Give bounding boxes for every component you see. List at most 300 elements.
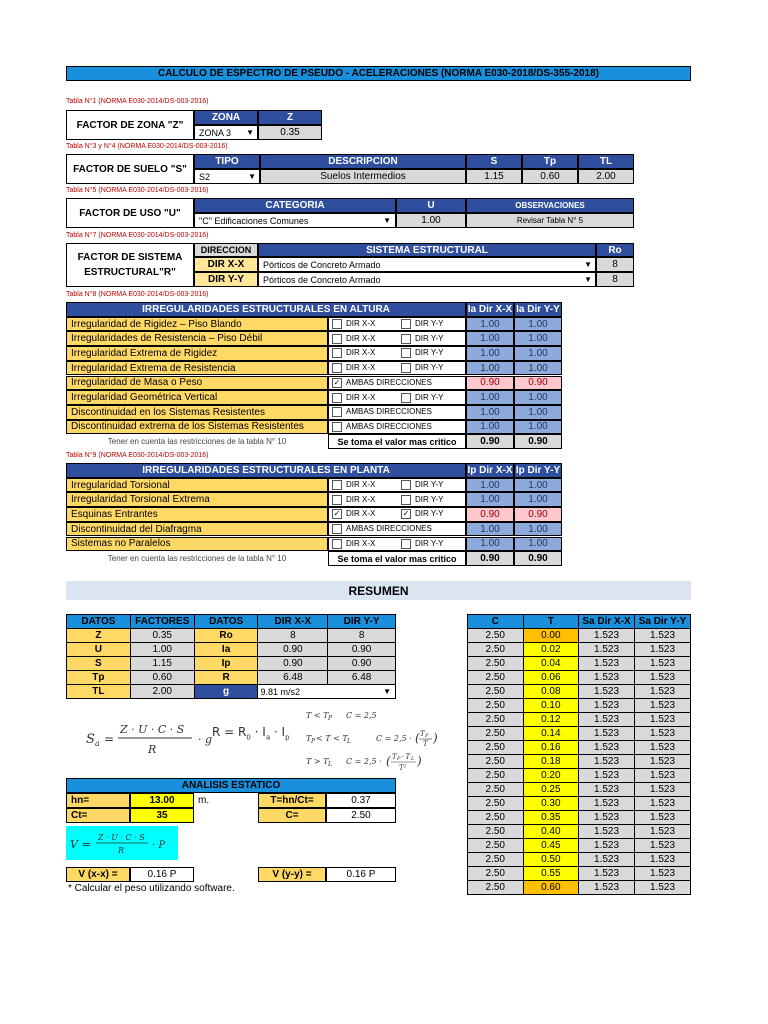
- svg-text:P: P: [397, 756, 401, 762]
- altura-header: IRREGULARIDADES ESTRUCTURALES EN ALTURA: [66, 302, 466, 317]
- checkbox-box[interactable]: [401, 319, 411, 329]
- ro-header: Ro: [596, 243, 634, 257]
- espectro-cell: 1.523: [579, 867, 635, 881]
- checkbox[interactable]: [332, 539, 375, 549]
- checkbox[interactable]: [332, 422, 432, 432]
- espectro-row: [468, 811, 691, 825]
- checkbox-box[interactable]: ✓: [402, 509, 410, 519]
- checkbox-box[interactable]: [401, 480, 411, 490]
- espectro-cell: 2.50: [468, 839, 524, 853]
- planta-row-checks[interactable]: [328, 537, 466, 552]
- espectro-cell: 2.50: [468, 699, 524, 713]
- v-formula: [66, 826, 178, 860]
- c-value: 2.50: [326, 808, 396, 823]
- planta-row-checks[interactable]: [328, 478, 466, 493]
- resumen-cell: Ia: [194, 643, 258, 657]
- checkbox[interactable]: [401, 393, 443, 403]
- checkbox[interactable]: [401, 334, 443, 344]
- planta-row-y: 1.00: [514, 492, 562, 507]
- checkbox[interactable]: [401, 495, 443, 505]
- espectro-row: [468, 671, 691, 685]
- planta-row-checks[interactable]: [328, 507, 466, 522]
- dir-y-label: DIR Y-Y: [194, 272, 258, 287]
- espectro-cell: 0.25: [523, 783, 579, 797]
- espectro-cell: 0.20: [523, 769, 579, 783]
- resumen-header-cell: FACTORES: [130, 615, 194, 629]
- checkbox[interactable]: [401, 363, 443, 373]
- planta-note: Tener en cuenta las restricciones de la tabla N° 10: [107, 554, 287, 564]
- tp-header: Tp: [522, 154, 578, 169]
- checkbox-label: DIR X-X: [346, 333, 376, 343]
- checkbox-box[interactable]: [332, 348, 342, 358]
- resumen-cell: Ip: [194, 657, 258, 671]
- resumen-cell: g: [194, 685, 258, 699]
- altura-row-name: Discontinuidad en los Sistemas Resistentes: [66, 405, 328, 420]
- planta-final-x: 0.90: [466, 551, 514, 566]
- espectro-cell: 0.35: [523, 811, 579, 825]
- zona-label: FACTOR DE ZONA "Z": [66, 110, 194, 140]
- checkbox-label: DIR Y-Y: [415, 348, 444, 358]
- espectro-row: [468, 727, 691, 741]
- svg-text:a: a: [95, 739, 100, 748]
- svg-text:· g: · g: [198, 733, 213, 746]
- espectro-cell: 1.523: [579, 657, 635, 671]
- espectro-cell: 1.523: [579, 671, 635, 685]
- altura-row-x: 1.00: [466, 346, 514, 361]
- page-title: CALCULO DE ESPECTRO DE PSEUDO - ACELERACIONES (NORMA E030-2018/DS-355-2018): [66, 66, 691, 81]
- altura-row-name: Irregularidad de Masa o Peso: [66, 376, 328, 391]
- svg-text:C = 2,5 ·: C = 2,5 ·: [346, 757, 382, 766]
- suelo-label: FACTOR DE SUELO "S": [66, 154, 194, 184]
- planta-row-name: Irregularidad Torsional: [66, 478, 328, 493]
- resumen-title: RESUMEN: [66, 581, 691, 600]
- espectro-cell: 0.16: [523, 741, 579, 755]
- espectro-cell: 1.523: [579, 797, 635, 811]
- svg-text:L: L: [347, 738, 351, 745]
- vx-label: V (x-x) =: [66, 867, 130, 882]
- espectro-header-cell: Sa Dir X-X: [579, 615, 635, 629]
- planta-row-y: 1.00: [514, 478, 562, 493]
- svg-text:(: (: [386, 754, 391, 768]
- checkbox-label: DIR X-X: [346, 363, 376, 373]
- svg-text:T: T: [306, 734, 312, 743]
- sistema-x-select[interactable]: Pórticos de Concreto Armado ▼: [258, 257, 596, 272]
- espectro-cell: 0.00: [523, 629, 579, 643]
- checkbox[interactable]: [332, 524, 432, 534]
- svg-text:R: R: [148, 743, 157, 756]
- checkbox-box[interactable]: [332, 319, 342, 329]
- sistema-label: FACTOR DE SISTEMA ESTRUCTURAL"R": [66, 243, 194, 287]
- dropdown-arrow-icon: ▼: [248, 172, 256, 181]
- checkbox-box[interactable]: [401, 539, 411, 549]
- checkbox-box[interactable]: [332, 495, 342, 505]
- tl-value: 2.00: [578, 169, 634, 184]
- espectro-row: [468, 797, 691, 811]
- espectro-cell: 2.50: [468, 671, 524, 685]
- espectro-cell: 2.50: [468, 643, 524, 657]
- espectro-cell: 1.523: [579, 741, 635, 755]
- dropdown-arrow-icon: ▼: [383, 216, 391, 225]
- checkbox[interactable]: [332, 348, 375, 358]
- checkbox-box[interactable]: [332, 480, 342, 490]
- espectro-header-cell: T: [523, 615, 579, 629]
- svg-text:): ): [417, 754, 422, 768]
- checkbox[interactable]: [332, 334, 375, 344]
- svg-text:=: =: [104, 732, 115, 746]
- svg-text:L: L: [411, 756, 415, 762]
- checkbox[interactable]: [401, 480, 443, 490]
- altura-row-checks[interactable]: [328, 346, 466, 361]
- checkbox-box[interactable]: [332, 422, 342, 432]
- vx-value: 0.16 P: [130, 867, 194, 882]
- espectro-cell: 1.523: [635, 811, 691, 825]
- checkbox-label: DIR Y-Y: [415, 319, 444, 329]
- altura-row-y: 0.90: [514, 376, 562, 391]
- planta-row-checks[interactable]: [328, 492, 466, 507]
- svg-text:(: (: [415, 731, 420, 745]
- tl-header: TL: [578, 154, 634, 169]
- svg-text:T²: T²: [399, 764, 407, 771]
- v-formula-graphic: [66, 826, 178, 860]
- altura-row-checks[interactable]: [328, 405, 466, 420]
- espectro-cell: 1.523: [579, 839, 635, 853]
- espectro-cell: 2.50: [468, 867, 524, 881]
- espectro-row: [468, 769, 691, 783]
- svg-text:· T: · T: [401, 753, 411, 761]
- planta-row-name: Sistemas no Paralelos: [66, 537, 328, 552]
- altura-row-checks[interactable]: [328, 420, 466, 435]
- resumen-cell: 6.48: [328, 671, 396, 685]
- dropdown-arrow-icon: ▼: [584, 260, 592, 269]
- gravity-value: 9.81 m/s2: [260, 686, 301, 697]
- checkbox-box[interactable]: [332, 407, 342, 417]
- zona-header: ZONA: [194, 110, 258, 125]
- espectro-cell: 2.50: [468, 881, 524, 895]
- espectro-cell: 1.523: [635, 741, 691, 755]
- altura-row-y: 1.00: [514, 405, 562, 420]
- altura-row-name: Irregularidad Extrema de Resistencia: [66, 361, 328, 376]
- altura-row-name: Irregularidad Extrema de Rigidez: [66, 346, 328, 361]
- espectro-cell: 1.523: [579, 783, 635, 797]
- resumen-cell: 8: [258, 629, 328, 643]
- altura-row-checks[interactable]: [328, 331, 466, 346]
- t-label: T=hn/Ct=: [258, 793, 326, 808]
- espectro-cell: 1.523: [579, 811, 635, 825]
- checkbox-label: DIR X-X: [346, 392, 376, 402]
- altura-row-name: Irregularidad de Rigidez – Piso Blando: [66, 317, 328, 332]
- espectro-cell: 2.50: [468, 769, 524, 783]
- svg-text:V =: V =: [70, 838, 91, 851]
- checkbox-label: DIR X-X: [346, 319, 376, 329]
- svg-text:T > T: T > T: [306, 757, 329, 766]
- resumen-row: [67, 685, 396, 699]
- checkbox[interactable]: [332, 363, 375, 373]
- altura-row-y: 1.00: [514, 331, 562, 346]
- svg-text:P: P: [425, 733, 429, 739]
- z-value: 0.35: [258, 125, 322, 140]
- altura-row-name: Irregularidad Geométrica Vertical: [66, 390, 328, 405]
- dropdown-arrow-icon: ▼: [584, 275, 592, 284]
- espectro-row: [468, 699, 691, 713]
- espectro-cell: 1.523: [635, 769, 691, 783]
- espectro-cell: 2.50: [468, 783, 524, 797]
- planta-row-y: 0.90: [514, 507, 562, 522]
- planta-row-x: 1.00: [466, 537, 514, 552]
- espectro-cell: 1.523: [635, 783, 691, 797]
- planta-row-name: Esquinas Entrantes: [66, 507, 328, 522]
- altura-row-x: 0.90: [466, 376, 514, 391]
- espectro-cell: 0.45: [523, 839, 579, 853]
- checkbox-label: DIR Y-Y: [415, 538, 444, 548]
- altura-row-y: 1.00: [514, 346, 562, 361]
- espectro-cell: 1.523: [579, 643, 635, 657]
- altura-row-y: 1.00: [514, 361, 562, 376]
- planta-row-y: 1.00: [514, 537, 562, 552]
- svg-text:T: T: [420, 730, 425, 738]
- espectro-cell: 1.523: [635, 755, 691, 769]
- espectro-cell: 0.14: [523, 727, 579, 741]
- espectro-header-row: [468, 615, 691, 629]
- espectro-cell: 2.50: [468, 797, 524, 811]
- resumen-cell: 0.90: [328, 657, 396, 671]
- suelo-descripcion: Suelos Intermedios: [260, 169, 466, 184]
- espectro-cell: 1.523: [579, 853, 635, 867]
- resumen-cell: 0.35: [130, 629, 194, 643]
- checkbox[interactable]: [332, 378, 432, 388]
- t-value: 0.37: [326, 793, 396, 808]
- checkbox[interactable]: [332, 509, 375, 519]
- checkbox-label: AMBAS DIRECCIONES: [346, 422, 432, 432]
- checkbox-box[interactable]: [332, 393, 342, 403]
- planta-row-x: 0.90: [466, 507, 514, 522]
- checkbox-box[interactable]: [332, 539, 342, 549]
- planta-header: IRREGULARIDADES ESTRUCTURALES EN PLANTA: [66, 463, 466, 478]
- svg-text:Z · U · C · S: Z · U · C · S: [98, 833, 145, 842]
- checkbox-label: DIR X-X: [346, 348, 376, 358]
- espectro-cell: 0.08: [523, 685, 579, 699]
- planta-y-header: Ip Dir Y-Y: [515, 464, 561, 476]
- espectro-cell: 1.523: [635, 643, 691, 657]
- altura-row-name: Discontinuidad extrema de los Sistemas Resistentes: [66, 420, 328, 435]
- gravity-select[interactable]: [258, 685, 396, 699]
- planta-final-y: 0.90: [514, 551, 562, 566]
- checkbox-label: AMBAS DIRECCIONES: [346, 407, 432, 417]
- altura-row-checks[interactable]: [328, 390, 466, 405]
- planta-row-x: 1.00: [466, 478, 514, 493]
- espectro-cell: 1.523: [635, 727, 691, 741]
- resumen-cell: 0.90: [258, 657, 328, 671]
- altura-x-header: Ia Dir X-X: [467, 303, 513, 315]
- checkbox[interactable]: [332, 407, 432, 417]
- altura-row-checks[interactable]: [328, 317, 466, 332]
- dir-x-label: DIR X-X: [194, 257, 258, 272]
- espectro-cell: 1.523: [579, 769, 635, 783]
- resumen-cell: Z: [67, 629, 131, 643]
- svg-text:P: P: [311, 738, 316, 745]
- checkbox-label: DIR Y-Y: [415, 480, 444, 490]
- espectro-cell: 2.50: [468, 685, 524, 699]
- resumen-cell: U: [67, 643, 131, 657]
- espectro-cell: 2.50: [468, 657, 524, 671]
- svg-text:T: T: [392, 753, 397, 761]
- espectro-cell: 1.523: [635, 825, 691, 839]
- svg-text:< T < T: < T < T: [316, 734, 348, 743]
- espectro-cell: 0.40: [523, 825, 579, 839]
- espectro-row: [468, 881, 691, 895]
- sistema-y-select[interactable]: Pórticos de Concreto Armado ▼: [258, 272, 596, 287]
- espectro-row: [468, 643, 691, 657]
- altura-row-x: 1.00: [466, 361, 514, 376]
- espectro-cell: 0.55: [523, 867, 579, 881]
- altura-row-x: 1.00: [466, 390, 514, 405]
- checkbox-label: DIR X-X: [346, 494, 376, 504]
- checkbox-label: DIR Y-Y: [415, 363, 444, 373]
- hn-label: hn=: [66, 793, 130, 808]
- espectro-header-cell: Sa Dir Y-Y: [635, 615, 691, 629]
- espectro-row: [468, 657, 691, 671]
- espectro-cell: 2.50: [468, 825, 524, 839]
- vy-label: V (y-y) =: [258, 867, 326, 882]
- altura-row-name: Irregularidades de Resistencia – Piso Débil: [66, 331, 328, 346]
- espectro-cell: 1.523: [635, 685, 691, 699]
- altura-final-y: 0.90: [514, 434, 562, 449]
- altura-row-y: 1.00: [514, 390, 562, 405]
- espectro-cell: 1.523: [579, 699, 635, 713]
- planta-critical-label: Se toma el valor mas critico: [328, 551, 466, 566]
- altura-ref: Tabla N°8 (NORMA E030-2014/DS-003-2016): [66, 291, 209, 298]
- espectro-cell: 1.523: [635, 657, 691, 671]
- ct-label: Ct=: [66, 808, 130, 823]
- observaciones-header: OBSERVACIONES: [466, 198, 634, 213]
- tipo-header: TIPO: [194, 154, 260, 169]
- planta-row-y: 1.00: [514, 522, 562, 537]
- checkbox[interactable]: [401, 539, 443, 549]
- vy-value: 0.16 P: [326, 867, 396, 882]
- checkbox[interactable]: [332, 393, 375, 403]
- resumen-table: [66, 614, 396, 699]
- checkbox-box[interactable]: [401, 334, 411, 344]
- espectro-cell: 1.523: [635, 839, 691, 853]
- resumen-cell: 1.15: [130, 657, 194, 671]
- tp-value: 0.60: [522, 169, 578, 184]
- planta-row-name: Discontinuidad del Diafragma: [66, 522, 328, 537]
- espectro-cell: 1.523: [579, 685, 635, 699]
- resumen-cell: Tp: [67, 671, 131, 685]
- espectro-cell: 1.523: [579, 881, 635, 895]
- tipo-select[interactable]: S2 ▼: [194, 169, 260, 184]
- resumen-header-cell: DATOS: [194, 615, 258, 629]
- peso-note: * Calcular el peso utilizando software.: [68, 883, 235, 894]
- hn-input[interactable]: 13.00: [130, 793, 194, 808]
- espectro-row: [468, 713, 691, 727]
- espectro-cell: 1.523: [635, 867, 691, 881]
- espectro-cell: 0.10: [523, 699, 579, 713]
- svg-text:): ): [433, 731, 438, 745]
- resumen-cell: S: [67, 657, 131, 671]
- checkbox-box[interactable]: ✓: [333, 509, 341, 519]
- resumen-cell: 0.90: [328, 643, 396, 657]
- altura-row-checks[interactable]: [328, 376, 466, 391]
- hn-unit: m.: [198, 795, 210, 806]
- altura-row-y: 1.00: [514, 317, 562, 332]
- checkbox-box[interactable]: [401, 393, 411, 403]
- c-formulas: [306, 709, 446, 771]
- dropdown-arrow-icon: ▼: [246, 128, 254, 137]
- altura-row-x: 1.00: [466, 405, 514, 420]
- zona-select[interactable]: ZONA 3 ▼: [194, 125, 258, 140]
- altura-final-x: 0.90: [466, 434, 514, 449]
- espectro-row: [468, 839, 691, 853]
- checkbox[interactable]: [401, 509, 443, 519]
- resumen-cell: 0.90: [258, 643, 328, 657]
- s-header: S: [466, 154, 522, 169]
- espectro-cell: 1.523: [635, 699, 691, 713]
- checkbox-box[interactable]: [332, 334, 342, 344]
- checkbox-label: DIR Y-Y: [415, 509, 444, 519]
- sistema-header: SISTEMA ESTRUCTURAL: [258, 243, 596, 257]
- checkbox-box[interactable]: [332, 524, 342, 534]
- descripcion-header: DESCRIPCION: [260, 154, 466, 169]
- checkbox-box[interactable]: [401, 348, 411, 358]
- espectro-cell: 1.523: [635, 671, 691, 685]
- espectro-row: [468, 629, 691, 643]
- espectro-cell: 1.523: [635, 881, 691, 895]
- categoria-select[interactable]: "C" Edificaciones Comunes ▼: [194, 213, 396, 228]
- ro-x-value: 8: [596, 257, 634, 272]
- checkbox[interactable]: [332, 480, 375, 490]
- planta-row-name: Irregularidad Torsional Extrema: [66, 492, 328, 507]
- resumen-row: [67, 643, 396, 657]
- checkbox-box[interactable]: ✓: [333, 377, 341, 387]
- espectro-cell: 0.50: [523, 853, 579, 867]
- resumen-cell: 8: [328, 629, 396, 643]
- checkbox[interactable]: [332, 495, 375, 505]
- espectro-cell: 1.523: [635, 713, 691, 727]
- resumen-cell: TL: [67, 685, 131, 699]
- checkbox-box[interactable]: [401, 363, 411, 373]
- checkbox-label: AMBAS DIRECCIONES: [346, 524, 432, 534]
- checkbox[interactable]: [332, 319, 375, 329]
- altura-row-x: 1.00: [466, 317, 514, 332]
- espectro-cell: 1.523: [635, 853, 691, 867]
- checkbox-label: DIR X-X: [346, 509, 376, 519]
- checkbox-box[interactable]: [332, 363, 342, 373]
- uso-ref: Tabla N°5 (NORMA E030-2014/DS-003-2016): [66, 187, 209, 194]
- checkbox[interactable]: [401, 319, 443, 329]
- svg-text:R: R: [118, 846, 125, 855]
- resumen-header-cell: DIR X-X: [258, 615, 328, 629]
- espectro-cell: 1.523: [635, 797, 691, 811]
- espectro-cell: 2.50: [468, 727, 524, 741]
- ct-input[interactable]: 35: [130, 808, 194, 823]
- checkbox[interactable]: [401, 348, 443, 358]
- altura-note: Tener en cuenta las restricciones de la tabla N° 10: [107, 437, 287, 447]
- planta-row-x: 1.00: [466, 492, 514, 507]
- altura-row-checks[interactable]: [328, 361, 466, 376]
- checkbox-box[interactable]: [401, 495, 411, 505]
- espectro-cell: 1.523: [579, 629, 635, 643]
- espectro-row: [468, 867, 691, 881]
- suelo-ref: Tabla N°3 y N°4 (NORMA E030-2014/DS-003-2016): [66, 143, 228, 150]
- altura-y-header: Ia Dir Y-Y: [514, 302, 562, 317]
- altura-row-x: 1.00: [466, 420, 514, 435]
- espectro-cell: 1.523: [579, 713, 635, 727]
- resumen-cell: 0.60: [130, 671, 194, 685]
- u-value: 1.00: [396, 213, 466, 228]
- planta-row-checks[interactable]: [328, 522, 466, 537]
- svg-text:T < T: T < T: [306, 711, 329, 720]
- categoria-header: CATEGORIA: [194, 198, 396, 213]
